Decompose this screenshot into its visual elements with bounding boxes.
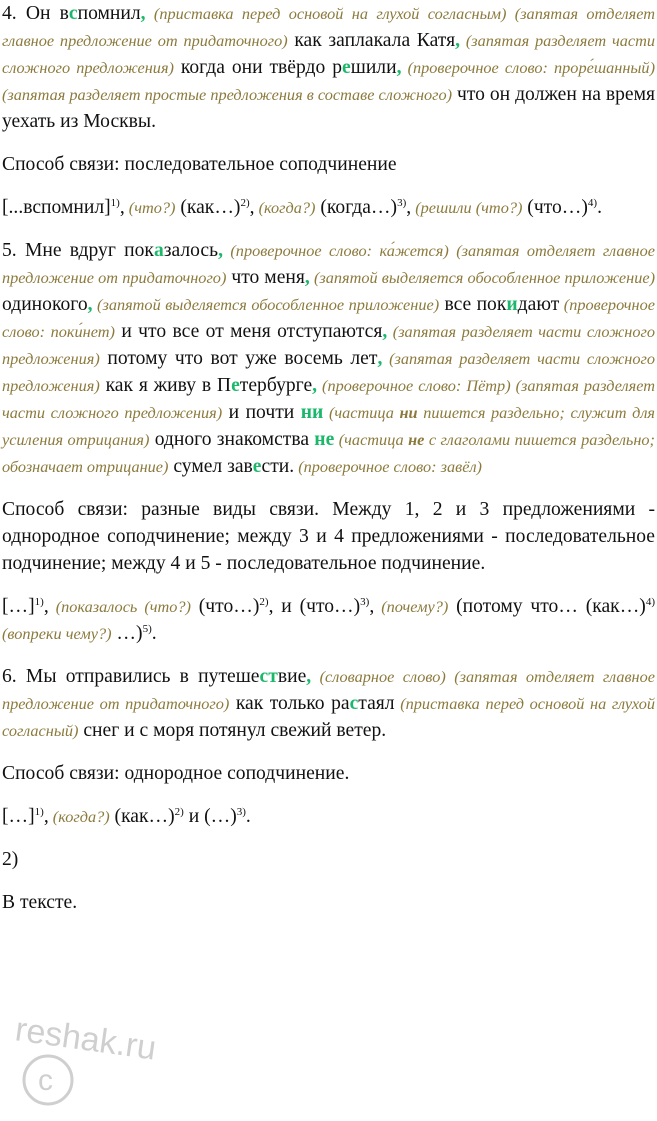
note: (запятая разделяет части сложного предложения) [2,349,656,395]
highlight-comma: , [382,321,388,342]
note: (проверочное слово: ка́жется) (запятая отделяет главное предложение от придаточного) [2,241,655,287]
highlight-letter: е [252,456,262,477]
note: (приставка перед основой на глухой согласный) [2,694,656,740]
reshak-watermark [0,1010,200,1120]
note: (запятой выделяется обособленное приложение) [92,295,440,314]
sentence-6: 6. Мы отправились в путешествие, (словарное слово) (запятая отделяет главное предложение от придаточного) как только растаял (приставка перед основой на глухой согласный) снег и с моря потянул свежий ветер. [2,666,656,741]
highlight-particle: ни [300,402,324,423]
scheme-5: […]$^{1)}$, (показалось (что?) (что…)$^{2)}$, и (что…)$^{3)}$, (почему?) (потому что… (как…)$^{4)}$ (вопреки чему?) …)$^{5)}$. [2,596,655,644]
highlight-comma: , [396,57,402,78]
note: (показалось (что?) [48,597,191,616]
note: (словарное слово) (запятая отделяет главное предложение от придаточного) [2,667,655,713]
sentence-5: 5. Мне вдруг показалось, (проверочное слово: ка́жется) (запятая отделяет главное предложение от придаточного) что меня, (запятой выделяется обособленное приложение) одинокого, (запятой выделяется обособленное приложение) все покидают (проверочное слово: поки́нет) и что все от меня отступаются, (запятая разделяет части сложного предложения) потому что вот уже восемь лет, (запятая разделяет части сложного предложения) как я живу в Петербурге, (проверочное слово: Пётр) (запятая разделяет части сложного предложения) и почти ни (частица ни пишется раздельно; служит для усиления отрицания) одного знакомства не (частица не с глаголами пишется раздельно; обозначает отрицание) сумел завести. (проверочное слово: завёл) [2,240,656,477]
note: (проверочное слово: завёл) [294,457,482,476]
note: (проверочное слово: проре́шанный) (запятая разделяет простые предложения в составе сложного) [2,58,655,104]
note: (частица ни пишется раздельно; служит для усиления отрицания) [2,403,655,449]
highlight-letter: и [506,294,518,315]
note: (когда?) [48,807,110,826]
note: (что?) [124,198,176,217]
note: (проверочное слово: поки́нет) [2,295,655,341]
note: (запятой выделяется обособленное приложение) [309,268,655,287]
note: (запятая разделяет части сложного предложения) [2,322,655,368]
highlight-comma: , [312,375,318,396]
method-5: Способ связи: разные виды связи. Между 1, 2 и 3 предложениями - однородное соподчинение; между 3 и 4 предложениями - последовательное подчинение; между 4 и 5 - последовательное подчинение. [2,499,655,574]
highlight-comma: , [455,30,461,51]
method-4: Способ связи: последовательное соподчинение [2,154,397,175]
highlight-comma: , [140,3,146,24]
note: (приставка перед основой на глухой согласным) (запятая отделяет главное предложение от придаточного) [2,4,655,50]
highlight-comma: , [306,666,312,687]
highlight-comma: , [304,267,310,288]
scheme-4: [...вспомнил]$^{1)}$, (что?) (как…)$^{2)}$, (когда?) (когда…)$^{3)}$, (решили (что?) (что…)$^{4)}$. [2,197,602,218]
highlight-letter: с [68,3,78,24]
note: (решили (что?) [411,198,523,217]
note: (вопреки чему?) [2,624,112,643]
item-2: 2) [2,849,19,870]
note: (когда?) [254,198,316,217]
sentence-4: 4. Он вспомнил, (приставка перед основой на глухой согласным) (запятая отделяет главное предложение от придаточного) как заплакала Катя, (запятая разделяет части сложного предложения) когда они твёрдо решили, (проверочное слово: проре́шанный) (запятая разделяет простые предложения в составе сложного) что он должен на время уехать из Москвы. [2,3,655,132]
highlight-letter: ст [259,666,278,687]
highlight-letter: с [349,693,359,714]
svg-text:c: c [38,1064,53,1097]
note: (запятая разделяет части сложного предложения) [2,31,655,77]
final-line: В тексте. [2,892,78,913]
highlight-letter: а [153,240,164,261]
highlight-comma: , [87,294,93,315]
highlight-letter: е [342,57,351,78]
highlight-comma: , [218,240,223,261]
scheme-6: […]$^{1)}$, (когда?) (как…)$^{2)}$ и (…)$^{3)}$. [2,806,251,827]
method-6: Способ связи: однородное соподчинение. [2,763,350,784]
svg-text:reshak.ru: reshak.ru [12,1010,159,1068]
highlight-particle: не [314,429,335,450]
note: (почему?) [374,597,449,616]
highlight-letter: е [231,375,240,396]
note: (проверочное слово: Пётр) (запятая разделяет части сложного предложения) [2,376,655,422]
highlight-comma: , [377,348,383,369]
note: (частица не с глаголами пишется раздельно; обозначает отрицание) [2,430,655,476]
